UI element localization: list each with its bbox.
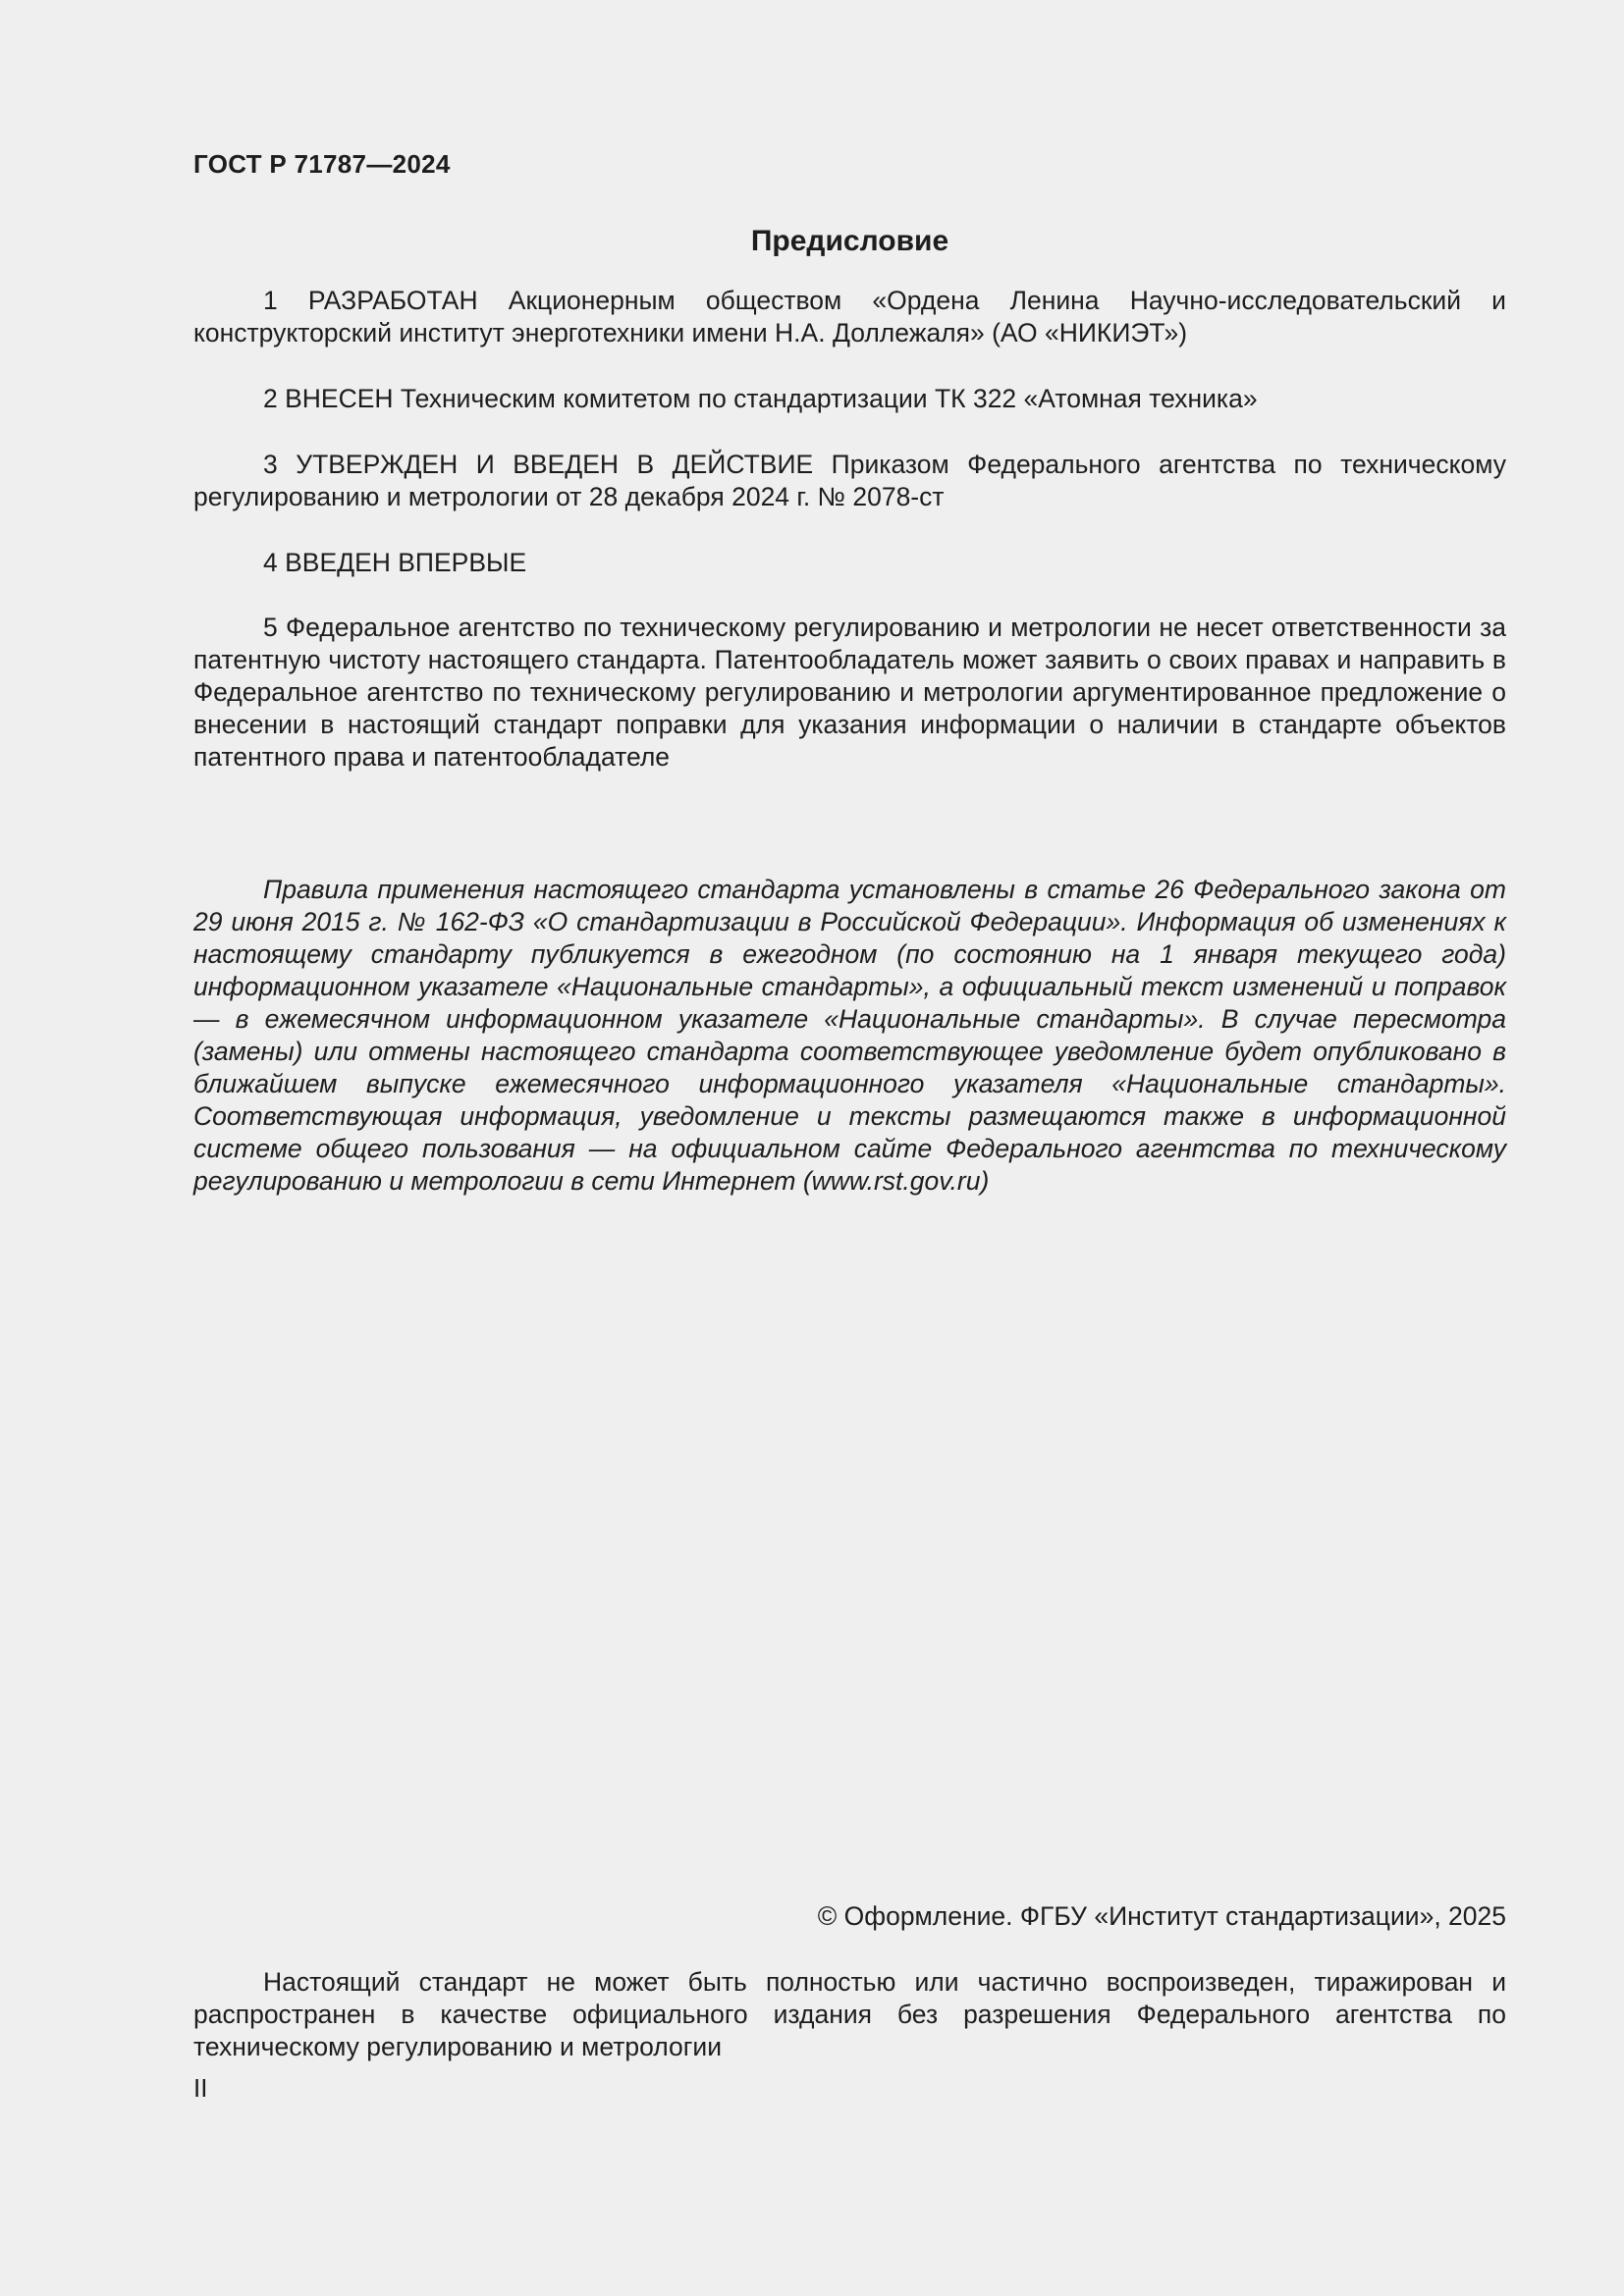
foreword-item-1-text: 1 РАЗРАБОТАН Акционерным обществом «Ордена Ленина Научно-исследовательский и конструкторский институт энерготехники имени Н.А. Доллежаля» (АО «НИКИЭТ») — [193, 286, 1506, 347]
foreword-item-1 — [193, 285, 1506, 349]
reproduction-notice — [193, 1966, 1506, 2063]
page-number: II — [193, 2073, 208, 2103]
foreword-item-5 — [193, 612, 1506, 774]
reproduction-notice-text: Настоящий стандарт не может быть полностью или частично воспроизведен, тиражирован и распространен в качестве официального издания без разрешения Федерального агентства по техническому регулированию и метрологии — [193, 1967, 1506, 2061]
foreword-item-3 — [193, 449, 1506, 513]
application-rules — [193, 874, 1506, 1198]
foreword-item-4-text: 4 ВВЕДЕН ВПЕРВЫЕ — [263, 548, 527, 577]
foreword-item-5-text: 5 Федеральное агентство по техническому регулированию и метрологии не несет ответственности за патентную чистоту настоящего стандарта. Патентообладатель может заявить о своих правах и направить в Федеральное агентство по техническому регулированию и метрологии аргументированное предложение о внесении в настоящий стандарт поправки для указания информации о наличии в стандарте объектов патентного права и патентообладателе — [193, 613, 1506, 772]
foreword-item-4 — [193, 547, 1506, 579]
foreword-item-2 — [193, 383, 1506, 415]
foreword-item-3-text: 3 УТВЕРЖДЕН И ВВЕДЕН В ДЕЙСТВИЕ Приказом Федерального агентства по техническому регулированию и метрологии от 28 декабря 2024 г. № 2078-ст — [193, 450, 1506, 511]
page-title: Предисловие — [750, 225, 949, 257]
foreword-item-2-text: 2 ВНЕСЕН Техническим комитетом по стандартизации ТК 322 «Атомная техника» — [263, 384, 1258, 413]
copyright-line: © Оформление. ФГБУ «Институт стандартизации», 2025 — [817, 1901, 1506, 1931]
application-rules-text: Правила применения настоящего стандарта установлены в статье 26 Федерального закона от 29 июня 2015 г. № 162-ФЗ «О стандартизации в Российской Федерации». Информация об изменениях к настоящему стандарту публикуется в ежегодном (по состоянию на 1 января текущего года) информационном указателе «Национальные стандарты», а официальный текст изменений и поправок — в ежемесячном информационном указателе «Национальные стандарты». В случае пересмотра (замены) или отмены настоящего стандарта соответствующее уведомление будет опубликовано в ближайшем выпуске ежемесячного информационного указателя «Национальные стандарты». Соответствующая информация, уведомление и тексты размещаются также в информационной системе общего пользования — на официальном сайте Федерального агентства по техническому регулированию и метрологии в сети Интернет (www.rst.gov.ru) — [193, 875, 1506, 1196]
document-id: ГОСТ Р 71787—2024 — [193, 149, 451, 179]
